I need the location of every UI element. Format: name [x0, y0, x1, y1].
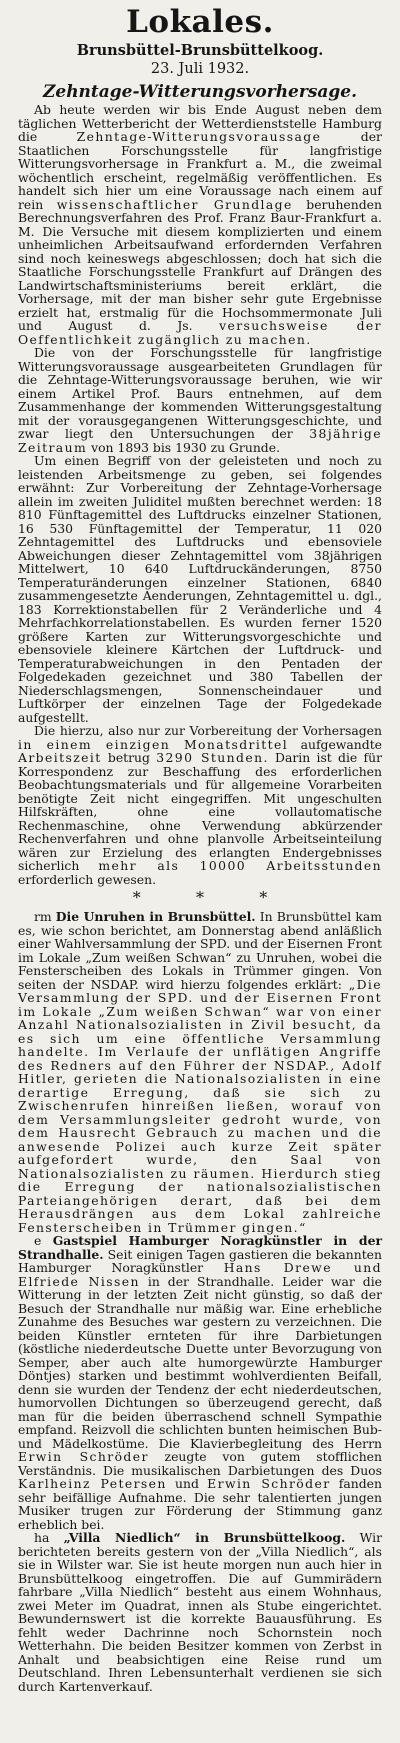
article-paragraph — [18, 454, 382, 724]
emphasized-text: Zehntage-Witterungsvoraussage — [76, 129, 322, 144]
paragraph-text: e — [34, 1233, 53, 1248]
article-body — [18, 103, 382, 886]
news-item-unrest — [18, 910, 382, 1234]
paragraph-text: rm — [34, 909, 56, 924]
paragraph-text: Die hierzu, also nur zur Vorbereitung der Vorhersagen — [34, 723, 382, 738]
date-line: 23. Juli 1932. — [150, 61, 250, 77]
paragraph-text: und — [166, 1476, 208, 1491]
paragraph-text: in der Strandhalle. Leider war die Witterung in der letzten Zeit nicht günstig, so daß der Besuch der Strandhalle nur mäßig war. Eine erhebliche Zunahme des Besuches war gestern zu verzeichnen. Die beiden Künstler ernteten für ihre Darbietungen (köstliche niederdeutsche Duette unter Bevorzugung von Semper, aber auch alte humorgewürzte Hamburger Döntjes) starken und bestimmt wohlverdienten Beifall, denn sie wurden der Tendenz der echt niederdeutschen, humorvollen Dichtungen so überzeugend gerecht, daß man für die beiden überraschend schnell Sympathie empfand. Reizvoll die schlichten bunten heimischen Bub- und Mädelkostüme. Die Klavierbegleitung des Herrn — [18, 1273, 382, 1451]
emphasized-text: Hans Drewe und Elfriede Nissen — [18, 1260, 382, 1289]
paragraph-text: aufgewandte — [288, 736, 383, 752]
emphasized-text: wissenschaftlicher Grundlage — [56, 196, 293, 212]
emphasized-text: Arbeitszeit — [18, 750, 102, 765]
emphasized-text: mehr als 10000 Arbeitsstunden — [98, 858, 383, 873]
paragraph-text: Wir berichteten bereits gestern von der „Villa Niedlich“, als sie in Wilster war. Sie ist heute morgen nun auch hier in Brunsbüttelkoog eingetroffen. Die auf Gummirädern fahrbare „Villa Niedlich“ besteht aus einem Wohnhaus, zwei Meter im Quadrat, innen als Stube eingerichtet. Bewundernswert ist die korrekte Bauausführung. Es fehlt weder Dachrinne noch Schornstein noch Wetterhahn. Die beiden Besitzer kommen von Zerbst in Anhalt und beabsichtigen eine Reise rund um Deutschland. Ihren Lebensunterhalt verdienen sie sich durch Kartenverkauf. — [18, 1530, 382, 1694]
paragraph-text: von 1893 bis 1930 zu Grunde. — [87, 439, 281, 455]
paragraph-text: beruhenden Berechnungsverfahren des Prof. Franz Baur-Frankfurt a. M. Die Versuche mit diesem komplizierten und einem unheimlichen Arbeitsaufwand erfordernden Verfahren sind noch keineswegs abgeschlossen; doch hat sich die Staatliche Forschungsstelle Frankfurt auf Drängen des Landwirtschaftsministeriums bereit erklärt, die Vorhersage, mit der man bisher sehr gute Ergebnisse erzielt hat, erstmalig für die Hochsommermonate Juli und August d. Js. — [18, 196, 382, 333]
emphasized-text: Erwin Schröder — [207, 1476, 331, 1491]
paragraph-text: ha — [34, 1530, 64, 1545]
paragraph-text: Ab heute werden wir bis Ende August neben dem täglichen Wetterbericht der Wetterdienststelle Hamburg die — [18, 102, 382, 144]
article-paragraph — [18, 724, 382, 886]
paragraph-text: Die von der Forschungsstelle für langfristige Witterungsvoraussage ausgearbeiteten Grundlagen für die Zehntage-Witterungsvoraussage beruhen, wie wir einem Artikel Prof. Baurs entnehmen, auf dem Zusammenhange der kommenden Witterungsgestaltung mit der vorausgegangenen Witterungsgeschichte, und zwar liegt den Untersuchungen der — [18, 345, 382, 441]
paragraph-text: Darin ist die für Korrespondenz zur Beschaffung des erforderlichen Beobachtungsmaterials und für allgemeine Vorarbeiten benötigte Zeit nicht eingegriffen. Mit ungeschulten Hilfskräften, ohne eine vollautomatische Rechenmaschine, ohne Verwendung abkürzender Rechenverfahren und ohne planvolle Arbeitseinteilung wären zur Erzielung des erlangten Endergebnisses sicherlich — [18, 750, 382, 873]
article-paragraph — [18, 103, 382, 346]
emphasized-text: versuchsweise der Oeffentlichkeit zugänglich zu machen. — [18, 318, 382, 347]
emphasized-text: Erwin Schröder — [18, 1449, 149, 1464]
news-item-title: Gastspiel Hamburger Noragkünstler in der Strandhalle. — [18, 1233, 382, 1262]
emphasized-text: 3290 Stunden. — [156, 750, 269, 765]
news-item-villa-niedlich — [18, 1531, 382, 1693]
emphasized-text: in einem einzigen Monatsdrittel — [18, 736, 289, 752]
paragraph-text: betrug — [101, 750, 157, 765]
news-item-title: Die Unruhen in Brunsbüttel. — [55, 909, 256, 924]
section-title: Lokales. — [126, 4, 274, 40]
article-headline: Zehntage-Witterungsvorhersage. — [42, 82, 358, 102]
paragraph-text: fanden sehr beifällige Aufnahme. Die sehr talentierten jungen Musiker trugen zur Förderung der Stimmung ganz erheblich bei. — [18, 1476, 382, 1532]
emphasized-text: 38jährige Zeitraum — [18, 426, 382, 455]
emphasized-text: „Die Versammlung der SPD. und der Eisernen Front im Lokale „Zum weißen Schwan“ war von einer Anzahl Nationalsozialisten in Zivil besucht, da es sich um eine öffentliche Versammlung handelte. Im Verlaufe der unflätigen Angriffe des Redners auf den Führer der NSDAP., Adolf Hitler, gerieten die Nationalsozialisten in eine derartige Erregung, daß sie sich zu Zwischenrufen hinreißen ließen, worauf von dem Versammlungsleiter gedroht wurde, von dem Hausrecht Gebrauch zu machen und die anwesende Polizei auch kurze Zeit später aufgefordert wurde, den Saal von Nationalsozialisten zu räumen. Hierdurch stieg die Erregung der nationalsozialistischen Parteiangehörigen derart, daß bei dem Herausdrängen aus dem Lokal zahlreiche Fensterscheiben in Trümmer gingen.“ — [18, 976, 382, 1235]
news-item-title: „Villa Niedlich“ in Brunsbüttelkoog. — [63, 1530, 346, 1545]
news-item-guest-performance — [18, 1234, 382, 1531]
emphasized-text: Karlheinz Petersen — [18, 1476, 167, 1491]
article-paragraph — [18, 346, 382, 454]
separator-stars: * * * — [132, 888, 294, 907]
place-line: Brunsbüttel-Brunsbüttelkoog. — [76, 42, 324, 59]
paragraph-text: der Staatlichen Forschungsstelle für langfristige Witterungsvorhersage in Frankfurt a. M., die zweimal wöchentlich erscheint, regelmäßig veröffentlichen. Es handelt sich hier um eine Voraussage nach einem auf rein — [18, 129, 382, 212]
paragraph-text: zeugte von gutem stofflichen Verständnis. Die musikalischen Darbietungen des Duos — [18, 1449, 382, 1478]
paragraph-text: Seit einigen Tagen gastieren die bekannten Hamburger Noragkünstler — [18, 1246, 382, 1275]
local-news-body — [18, 910, 382, 1693]
paragraph-text: In Brunsbüttel kam es, wie schon berichtet, am Donnerstag abend anläßlich einer Wahlversammlung der SPD. und der Eisernen Front im Lokale „Zum weißen Schwan“ zu Unruhen, wobei die Fensterscheiben des Lokals in Trümmer gingen. Von seiten der NSDAP. wird hierzu folgendes erklärt: — [18, 909, 382, 992]
paragraph-text: erforderlich gewesen. — [18, 871, 157, 887]
paragraph-text: Um einen Begriff von der geleisteten und noch zu leistenden Arbeitsmenge zu geben, sei folgendes erwähnt: Zur Vorbereitung der Zehntage-Vorhersage allein im zweiten Juliditel mußten berechnet werden: 18 810 Fünftagemittel des Luftdrucks einzelner Stationen, 16 530 Fünftagemittel der Temperatur, 11 020 Zehntagemittel des Luftdrucks und ebensoviele Abweichungen dieser Zehntagemittel vom 38jährigen Mittelwert, 10 640 Luftdruckänderungen, 8750 Temperaturänderungen einzelner Stationen, 6840 zusammengesetzte Aenderungen, Zehntagemittel u. dgl., 183 Korrektionstabellen für 2 Veränderliche und 4 Mehrfachkorrelationstabellen. Es wurden ferner 1520 größere Karten zur Witterungsvorgeschichte und ebensoviele kleinere Kärtchen der Luftdruck- und Temperaturabweichungen in den Pentaden der Folgedekaden gezeichnet und 380 Tabellen der Niederschlagsmengen, Sonnenscheindauer und Luftkörper der einzelnen Tage der Folgedekade aufgestellt. — [18, 453, 382, 725]
